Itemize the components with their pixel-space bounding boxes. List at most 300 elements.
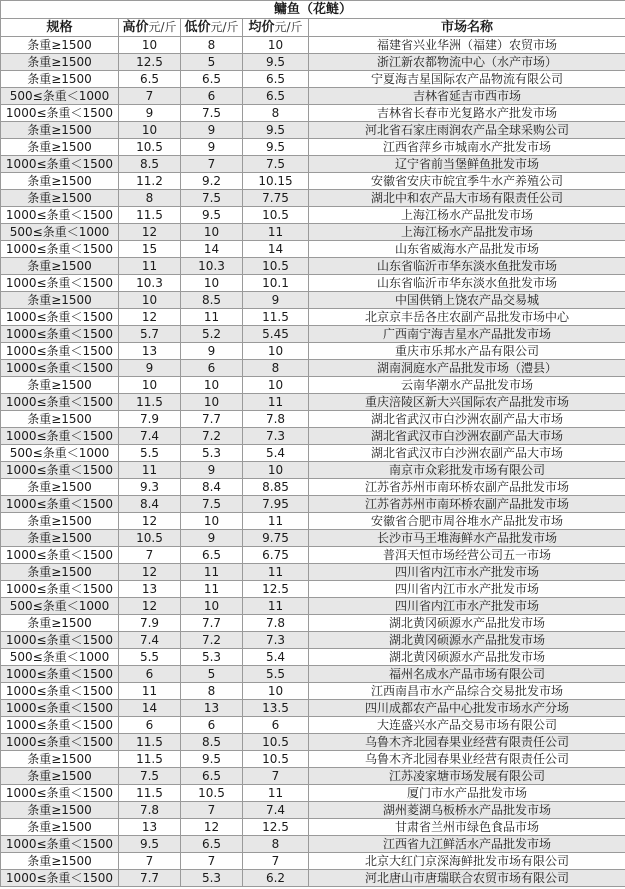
table-row <box>1 683 625 700</box>
cell-avg: 8.85 <box>243 479 309 496</box>
cell-low: 10 <box>181 394 243 411</box>
cell-market: 吉林省长春市光复路水产批发市场 <box>309 105 625 122</box>
cell-high: 15 <box>119 241 181 258</box>
header-low-unit: 元/斤 <box>210 20 239 34</box>
cell-spec: 条重≥1500 <box>1 802 119 819</box>
cell-avg: 5.4 <box>243 649 309 666</box>
cell-avg: 11.5 <box>243 309 309 326</box>
table-row <box>1 836 625 853</box>
cell-spec: 1000≤条重＜1500 <box>1 360 119 377</box>
cell-market: 湖北黄冈硕源水产品批发市场 <box>309 615 625 632</box>
cell-high: 11.5 <box>119 207 181 224</box>
cell-avg: 10 <box>243 37 309 54</box>
cell-market: 福州名成水产品市场有限公司 <box>309 666 625 683</box>
cell-spec: 1000≤条重＜1500 <box>1 241 119 258</box>
cell-spec: 1000≤条重＜1500 <box>1 666 119 683</box>
cell-spec: 1000≤条重＜1500 <box>1 309 119 326</box>
table-row <box>1 496 625 513</box>
cell-avg: 9 <box>243 292 309 309</box>
table-row <box>1 377 625 394</box>
cell-market: 普洱天恒市场经营公司五一市场 <box>309 547 625 564</box>
cell-avg: 6.75 <box>243 547 309 564</box>
cell-high: 11.2 <box>119 173 181 190</box>
table-row <box>1 751 625 768</box>
cell-low: 10.3 <box>181 258 243 275</box>
cell-low: 10 <box>181 275 243 292</box>
table-row <box>1 71 625 88</box>
cell-market: 北京大红门京深海鲜批发市场有限公司 <box>309 853 625 870</box>
cell-avg: 6.2 <box>243 870 309 887</box>
cell-market: 长沙市马王堆海鲜水产品批发市场 <box>309 530 625 547</box>
cell-market: 浙江新农都物流中心（水产市场） <box>309 54 625 71</box>
cell-high: 7.8 <box>119 802 181 819</box>
cell-spec: 1000≤条重＜1500 <box>1 275 119 292</box>
cell-avg: 5.5 <box>243 666 309 683</box>
cell-avg: 12.5 <box>243 819 309 836</box>
table-row <box>1 88 625 105</box>
cell-low: 10 <box>181 598 243 615</box>
cell-low: 11 <box>181 309 243 326</box>
cell-high: 12.5 <box>119 54 181 71</box>
cell-low: 10 <box>181 377 243 394</box>
cell-low: 5.3 <box>181 649 243 666</box>
cell-spec: 1000≤条重＜1500 <box>1 547 119 564</box>
cell-low: 9.2 <box>181 173 243 190</box>
cell-low: 7 <box>181 853 243 870</box>
table-row <box>1 564 625 581</box>
cell-market: 广西南宁海吉星水产品批发市场 <box>309 326 625 343</box>
cell-market: 四川省内江市水产批发市场 <box>309 564 625 581</box>
title-row <box>1 1 625 19</box>
cell-avg: 8 <box>243 360 309 377</box>
cell-high: 11.5 <box>119 734 181 751</box>
cell-high: 5.7 <box>119 326 181 343</box>
cell-avg: 9.5 <box>243 122 309 139</box>
cell-market: 四川省内江市水产批发市场 <box>309 581 625 598</box>
cell-market: 江苏凌家塘市场发展有限公司 <box>309 768 625 785</box>
cell-high: 7 <box>119 88 181 105</box>
cell-high: 14 <box>119 700 181 717</box>
cell-low: 7.7 <box>181 411 243 428</box>
table-row <box>1 292 625 309</box>
cell-high: 13 <box>119 581 181 598</box>
cell-high: 5.5 <box>119 649 181 666</box>
cell-low: 6 <box>181 88 243 105</box>
table-row <box>1 717 625 734</box>
table-row <box>1 513 625 530</box>
cell-low: 7 <box>181 802 243 819</box>
cell-low: 5.3 <box>181 870 243 887</box>
cell-low: 12 <box>181 819 243 836</box>
cell-market: 湖州菱湖乌板桥水产品批发市场 <box>309 802 625 819</box>
cell-market: 湖北省武汉市白沙洲农副产品大市场 <box>309 411 625 428</box>
cell-low: 7.2 <box>181 632 243 649</box>
cell-low: 5.3 <box>181 445 243 462</box>
cell-market: 山东省临沂市华东淡水鱼批发市场 <box>309 275 625 292</box>
cell-high: 8 <box>119 190 181 207</box>
cell-market: 湖北中和农产品大市场有限责任公司 <box>309 190 625 207</box>
cell-high: 12 <box>119 564 181 581</box>
cell-low: 8.5 <box>181 292 243 309</box>
cell-market: 吉林省延吉市西市场 <box>309 88 625 105</box>
cell-low: 8 <box>181 683 243 700</box>
cell-avg: 10 <box>243 343 309 360</box>
cell-high: 6.5 <box>119 71 181 88</box>
table-row <box>1 598 625 615</box>
cell-avg: 13.5 <box>243 700 309 717</box>
cell-market: 河北省石家庄雨润农产品全球采购公司 <box>309 122 625 139</box>
cell-avg: 9.5 <box>243 139 309 156</box>
table-row <box>1 581 625 598</box>
cell-spec: 1000≤条重＜1500 <box>1 105 119 122</box>
cell-low: 6.5 <box>181 547 243 564</box>
table-title: 鳙鱼（花鲢） <box>1 1 625 19</box>
cell-high: 12 <box>119 309 181 326</box>
table-row <box>1 768 625 785</box>
cell-spec: 1000≤条重＜1500 <box>1 394 119 411</box>
header-high-unit: 元/斤 <box>148 20 177 34</box>
cell-market: 重庆涪陵区新大兴国际农产品批发市场 <box>309 394 625 411</box>
cell-low: 7.5 <box>181 105 243 122</box>
cell-market: 安徽省合肥市周谷堆水产品批发市场 <box>309 513 625 530</box>
cell-low: 6.5 <box>181 768 243 785</box>
cell-high: 7.4 <box>119 428 181 445</box>
cell-spec: 条重≥1500 <box>1 479 119 496</box>
cell-low: 10 <box>181 513 243 530</box>
table-row <box>1 309 625 326</box>
cell-high: 5.5 <box>119 445 181 462</box>
cell-spec: 1000≤条重＜1500 <box>1 632 119 649</box>
cell-market: 上海江杨水产品批发市场 <box>309 224 625 241</box>
table-row <box>1 462 625 479</box>
cell-avg: 9.75 <box>243 530 309 547</box>
table-row <box>1 428 625 445</box>
cell-avg: 7 <box>243 853 309 870</box>
cell-low: 9 <box>181 122 243 139</box>
cell-high: 10 <box>119 292 181 309</box>
cell-avg: 10.5 <box>243 258 309 275</box>
cell-avg: 6.5 <box>243 88 309 105</box>
header-market: 市场名称 <box>309 19 625 37</box>
table-row <box>1 343 625 360</box>
cell-high: 13 <box>119 343 181 360</box>
cell-low: 7.5 <box>181 496 243 513</box>
cell-low: 9.5 <box>181 207 243 224</box>
cell-market: 福建省兴业华洲（福建）农贸市场 <box>309 37 625 54</box>
cell-market: 四川省内江市水产批发市场 <box>309 598 625 615</box>
cell-low: 6.5 <box>181 71 243 88</box>
cell-market: 云南华潮水产品批发市场 <box>309 377 625 394</box>
cell-high: 11 <box>119 258 181 275</box>
cell-avg: 7.5 <box>243 156 309 173</box>
cell-market: 四川成都农产品中心批发市场水产分场 <box>309 700 625 717</box>
cell-spec: 500≤条重＜1000 <box>1 649 119 666</box>
cell-avg: 11 <box>243 224 309 241</box>
table-row <box>1 411 625 428</box>
cell-avg: 7.3 <box>243 428 309 445</box>
cell-low: 9.5 <box>181 751 243 768</box>
table-row <box>1 37 625 54</box>
cell-high: 9 <box>119 360 181 377</box>
cell-market: 湖南洞庭水产品批发市场（澧县） <box>309 360 625 377</box>
cell-avg: 7.4 <box>243 802 309 819</box>
cell-high: 7.9 <box>119 411 181 428</box>
cell-market: 江苏省苏州市南环桥农副产品批发市场 <box>309 496 625 513</box>
table-body <box>1 37 625 887</box>
cell-market: 江西省萍乡市城南水产批发市场 <box>309 139 625 156</box>
cell-spec: 1000≤条重＜1500 <box>1 717 119 734</box>
cell-high: 8.4 <box>119 496 181 513</box>
cell-spec: 1000≤条重＜1500 <box>1 581 119 598</box>
cell-spec: 1000≤条重＜1500 <box>1 683 119 700</box>
cell-spec: 条重≥1500 <box>1 139 119 156</box>
cell-low: 7.7 <box>181 615 243 632</box>
header-spec: 规格 <box>1 19 119 37</box>
cell-high: 11 <box>119 683 181 700</box>
cell-avg: 10.1 <box>243 275 309 292</box>
cell-avg: 6.5 <box>243 71 309 88</box>
cell-market: 上海江杨水产品批发市场 <box>309 207 625 224</box>
header-avg-label: 均价 <box>248 20 275 35</box>
cell-high: 11.5 <box>119 785 181 802</box>
table-row <box>1 870 625 887</box>
cell-high: 8.5 <box>119 156 181 173</box>
cell-spec: 500≤条重＜1000 <box>1 224 119 241</box>
cell-market: 湖北省武汉市白沙洲农副产品大市场 <box>309 445 625 462</box>
cell-spec: 条重≥1500 <box>1 751 119 768</box>
cell-high: 9 <box>119 105 181 122</box>
cell-spec: 条重≥1500 <box>1 615 119 632</box>
cell-high: 12 <box>119 224 181 241</box>
cell-avg: 11 <box>243 785 309 802</box>
table-row <box>1 649 625 666</box>
cell-market: 湖北省武汉市白沙洲农副产品大市场 <box>309 428 625 445</box>
table-row <box>1 785 625 802</box>
cell-low: 9 <box>181 462 243 479</box>
cell-market: 湖北黄冈硕源水产品批发市场 <box>309 649 625 666</box>
table-row <box>1 190 625 207</box>
cell-low: 7.5 <box>181 190 243 207</box>
cell-high: 11 <box>119 462 181 479</box>
cell-market: 重庆市乐邦水产品有限公司 <box>309 343 625 360</box>
cell-avg: 8 <box>243 105 309 122</box>
cell-spec: 条重≥1500 <box>1 190 119 207</box>
cell-avg: 7 <box>243 768 309 785</box>
cell-spec: 1000≤条重＜1500 <box>1 496 119 513</box>
cell-market: 湖北黄冈硕源水产品批发市场 <box>309 632 625 649</box>
cell-spec: 条重≥1500 <box>1 530 119 547</box>
table-row <box>1 530 625 547</box>
cell-low: 8.5 <box>181 734 243 751</box>
cell-avg: 11 <box>243 394 309 411</box>
cell-low: 9 <box>181 139 243 156</box>
cell-spec: 1000≤条重＜1500 <box>1 428 119 445</box>
cell-market: 大连盛兴水产品交易市场有限公司 <box>309 717 625 734</box>
cell-high: 6 <box>119 717 181 734</box>
table-row <box>1 173 625 190</box>
cell-low: 13 <box>181 700 243 717</box>
cell-high: 7.4 <box>119 632 181 649</box>
cell-avg: 10 <box>243 377 309 394</box>
cell-market: 厦门市水产品批发市场 <box>309 785 625 802</box>
cell-avg: 10.15 <box>243 173 309 190</box>
cell-spec: 1000≤条重＜1500 <box>1 156 119 173</box>
table-row <box>1 615 625 632</box>
cell-spec: 1000≤条重＜1500 <box>1 343 119 360</box>
cell-high: 7 <box>119 853 181 870</box>
cell-high: 7.7 <box>119 870 181 887</box>
cell-spec: 条重≥1500 <box>1 122 119 139</box>
cell-market: 甘肃省兰州市绿色食品市场 <box>309 819 625 836</box>
cell-avg: 10 <box>243 683 309 700</box>
table-row <box>1 853 625 870</box>
header-avg <box>243 19 309 37</box>
cell-high: 10.3 <box>119 275 181 292</box>
header-row <box>1 19 625 37</box>
cell-low: 6 <box>181 360 243 377</box>
cell-avg: 14 <box>243 241 309 258</box>
cell-low: 5 <box>181 666 243 683</box>
cell-high: 10 <box>119 377 181 394</box>
cell-spec: 1000≤条重＜1500 <box>1 870 119 887</box>
cell-spec: 1000≤条重＜1500 <box>1 700 119 717</box>
cell-avg: 10.5 <box>243 207 309 224</box>
cell-spec: 条重≥1500 <box>1 258 119 275</box>
cell-low: 10 <box>181 224 243 241</box>
cell-low: 6 <box>181 717 243 734</box>
cell-avg: 10.5 <box>243 751 309 768</box>
table-row <box>1 700 625 717</box>
cell-high: 7 <box>119 547 181 564</box>
cell-market: 中国供销上饶农产品交易城 <box>309 292 625 309</box>
table-row <box>1 54 625 71</box>
cell-spec: 500≤条重＜1000 <box>1 88 119 105</box>
cell-market: 山东省临沂市华东淡水鱼批发市场 <box>309 258 625 275</box>
cell-avg: 8 <box>243 836 309 853</box>
cell-spec: 条重≥1500 <box>1 37 119 54</box>
cell-low: 7.2 <box>181 428 243 445</box>
cell-market: 乌鲁木齐北园春果业经营有限责任公司 <box>309 734 625 751</box>
cell-market: 山东省威海水产品批发市场 <box>309 241 625 258</box>
cell-low: 7 <box>181 156 243 173</box>
table-row <box>1 105 625 122</box>
cell-market: 辽宁省前当堡鲜鱼批发市场 <box>309 156 625 173</box>
cell-spec: 1000≤条重＜1500 <box>1 785 119 802</box>
table-row <box>1 156 625 173</box>
cell-high: 9.5 <box>119 836 181 853</box>
cell-high: 12 <box>119 513 181 530</box>
cell-market: 安徽省安庆市皖宜季牛水产养殖公司 <box>309 173 625 190</box>
table-row <box>1 479 625 496</box>
cell-high: 13 <box>119 819 181 836</box>
cell-market: 河北唐山市唐瑞联合农贸市场有限公司 <box>309 870 625 887</box>
cell-avg: 5.4 <box>243 445 309 462</box>
cell-avg: 11 <box>243 564 309 581</box>
header-high-label: 高价 <box>122 20 149 35</box>
cell-low: 5.2 <box>181 326 243 343</box>
cell-spec: 条重≥1500 <box>1 411 119 428</box>
cell-avg: 5.45 <box>243 326 309 343</box>
cell-avg: 9.5 <box>243 54 309 71</box>
cell-spec: 1000≤条重＜1500 <box>1 326 119 343</box>
cell-market: 南京市众彩批发市场有限公司 <box>309 462 625 479</box>
cell-high: 7.5 <box>119 768 181 785</box>
header-high <box>119 19 181 37</box>
cell-high: 12 <box>119 598 181 615</box>
cell-spec: 500≤条重＜1000 <box>1 445 119 462</box>
cell-avg: 11 <box>243 513 309 530</box>
cell-market: 北京京丰岳各庄农副产品批发市场中心 <box>309 309 625 326</box>
cell-avg: 7.75 <box>243 190 309 207</box>
table-row <box>1 819 625 836</box>
table-row <box>1 360 625 377</box>
cell-avg: 11 <box>243 598 309 615</box>
table-row <box>1 122 625 139</box>
cell-low: 14 <box>181 241 243 258</box>
header-low-label: 低价 <box>184 20 211 35</box>
cell-spec: 条重≥1500 <box>1 564 119 581</box>
cell-market: 江西南昌市水产品综合交易批发市场 <box>309 683 625 700</box>
table-row <box>1 207 625 224</box>
table-row <box>1 326 625 343</box>
cell-avg: 10 <box>243 462 309 479</box>
cell-spec: 条重≥1500 <box>1 377 119 394</box>
header-avg-unit: 元/斤 <box>274 20 303 34</box>
table-row <box>1 666 625 683</box>
cell-market: 江苏省苏州市南环桥农副产品批发市场 <box>309 479 625 496</box>
table-row <box>1 275 625 292</box>
cell-low: 11 <box>181 564 243 581</box>
cell-high: 10 <box>119 37 181 54</box>
cell-low: 8.4 <box>181 479 243 496</box>
cell-spec: 条重≥1500 <box>1 513 119 530</box>
cell-avg: 7.8 <box>243 411 309 428</box>
table-row <box>1 258 625 275</box>
cell-avg: 7.8 <box>243 615 309 632</box>
cell-high: 10.5 <box>119 530 181 547</box>
cell-spec: 1000≤条重＜1500 <box>1 462 119 479</box>
cell-low: 9 <box>181 343 243 360</box>
cell-high: 10.5 <box>119 139 181 156</box>
cell-market: 江西省九江鲜活水产品批发市场 <box>309 836 625 853</box>
cell-high: 11.5 <box>119 394 181 411</box>
table-row <box>1 241 625 258</box>
cell-spec: 1000≤条重＜1500 <box>1 734 119 751</box>
table-row <box>1 224 625 241</box>
cell-spec: 条重≥1500 <box>1 173 119 190</box>
cell-spec: 1000≤条重＜1500 <box>1 836 119 853</box>
table-row <box>1 547 625 564</box>
table-row <box>1 394 625 411</box>
cell-spec: 条重≥1500 <box>1 768 119 785</box>
cell-high: 7.9 <box>119 615 181 632</box>
cell-spec: 条重≥1500 <box>1 853 119 870</box>
cell-low: 8 <box>181 37 243 54</box>
cell-low: 6.5 <box>181 836 243 853</box>
cell-market: 乌鲁木齐北园春果业经营有限责任公司 <box>309 751 625 768</box>
cell-spec: 1000≤条重＜1500 <box>1 207 119 224</box>
cell-low: 10.5 <box>181 785 243 802</box>
cell-spec: 条重≥1500 <box>1 292 119 309</box>
cell-avg: 12.5 <box>243 581 309 598</box>
cell-spec: 条重≥1500 <box>1 54 119 71</box>
table-row <box>1 632 625 649</box>
cell-avg: 10.5 <box>243 734 309 751</box>
cell-spec: 条重≥1500 <box>1 71 119 88</box>
cell-high: 6 <box>119 666 181 683</box>
table-row <box>1 445 625 462</box>
cell-spec: 条重≥1500 <box>1 819 119 836</box>
